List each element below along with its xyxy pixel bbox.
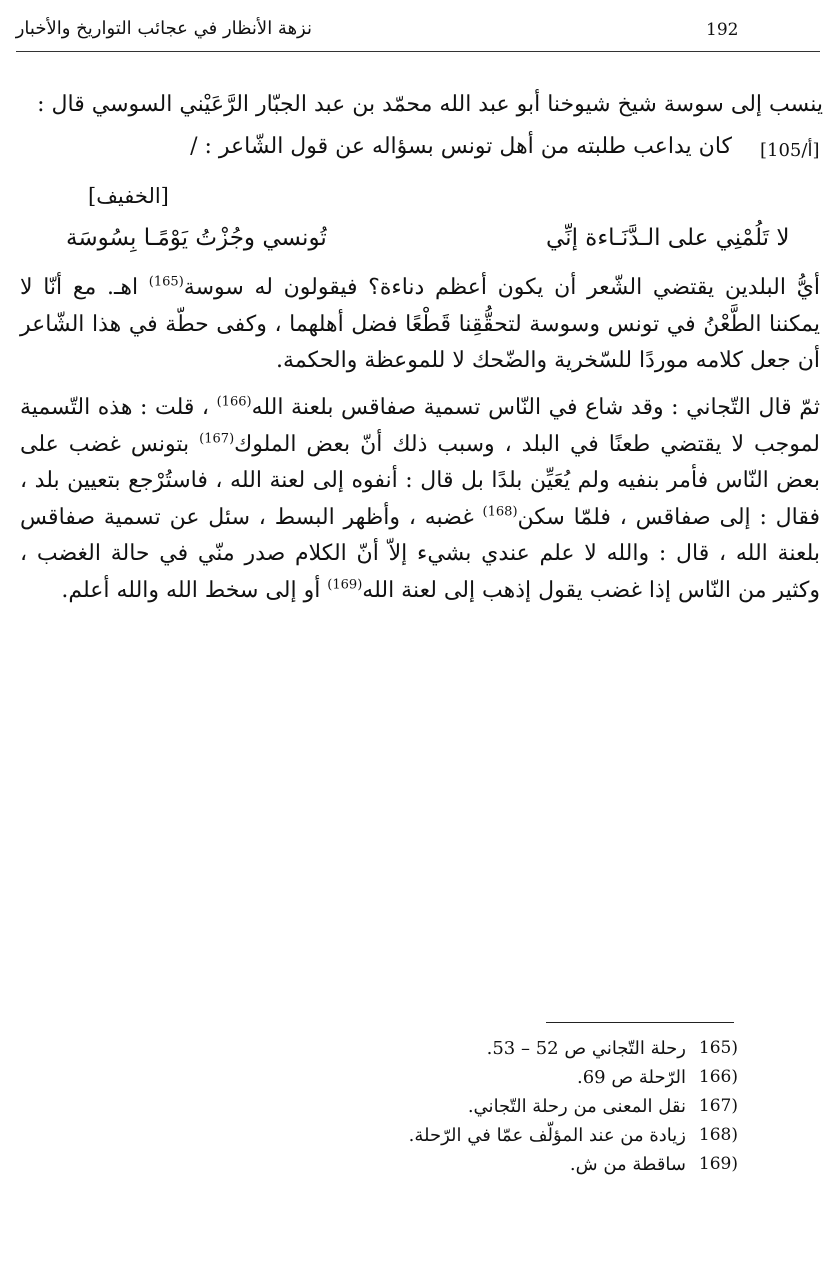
footnotes [300, 1038, 738, 1183]
paragraph-1-text-b: اهـ. مع أنّا لا يمكننا الطَّعْنُ في تونس وسوسة لتحقُّقِنا قَطْعًا فضل أهلهما ، وكفى حطّة في هذا الشّاعر أن جعل كلامه موردًا للسّخرية والضّحك لا للموعظة والحكمة. [20, 275, 820, 373]
header-rule [16, 51, 820, 52]
verse-first-half: لا تَلُمْنِي على الـدَّنَـاءة إنِّي [546, 225, 790, 251]
footnote-number: 166) [698, 1067, 738, 1087]
running-title: نزهة الأنظار في عجائب التواريخ والأخبار [15, 18, 312, 39]
body-line-2: كان يداعب طلبته من أهل تونس بسؤاله عن قول الشّاعر : / [190, 134, 732, 159]
footnote-169 [300, 1154, 738, 1183]
paragraph-2-text-a: ثمّ قال التّجاني : وقد شاع في النّاس تسمية صفاقس بلعنة الله [251, 395, 820, 420]
verse-second-half: تُونسي وجُزْتُ يَوْمًـا بِسُوسَة [66, 225, 327, 251]
folio-marker: [105/أ] [760, 140, 820, 161]
footnote-167 [300, 1096, 738, 1125]
footnote-text: زيادة من عند المؤلّف عمّا في الرّحلة. [408, 1125, 686, 1146]
footnote-number: 165) [698, 1038, 738, 1058]
paragraph-1 [20, 270, 820, 380]
footnote-number: 168) [698, 1125, 738, 1145]
paragraph-1-text-a: أيُّ البلدين يقتضي الشّعر أن يكون أعظم دناءة؟ فيقولون له سوسة [183, 275, 820, 300]
footnote-ref-166: (166) [216, 394, 252, 410]
footnote-ref-169: (169) [327, 577, 363, 593]
footnote-number: 169) [698, 1154, 738, 1174]
footnote-168 [300, 1125, 738, 1154]
page-number: 192 [706, 20, 739, 40]
footnote-165 [300, 1038, 738, 1067]
paragraph-2-text-b: ، قلت : هذه التّسمية لموجب لا يقتضي طعنًا في البلد ، وسبب ذلك أنّ بعض الملوك [20, 395, 820, 457]
footnote-text: ساقطة من ش. [569, 1154, 686, 1175]
footnote-rule [546, 1022, 734, 1023]
footnote-text: الرّحلة ص 69. [577, 1067, 686, 1088]
paragraph-2-text-d: غضبه ، وأظهر البسط ، سئل عن تسمية صفاقس بلعنة الله ، قال : والله لا علم عندي بشيء إلاّ أنّ الكلام صدر منّي في حالة الغضب ، وكثير من النّاس إذا غضب يقول إذهب إلى لعنة الله [20, 504, 820, 603]
paragraph-2-text-e: أو إلى سخط الله والله أعلم. [61, 577, 328, 603]
meter-label: [الخفيف] [88, 184, 169, 208]
footnote-166 [300, 1067, 738, 1096]
footnote-text: رحلة التّجاني ص 52 – 53. [486, 1038, 686, 1059]
paragraph-2-text-c: بتونس غضب على بعض النّاس فأمر بنفيه ولم يُعَيِّن بلدًا بل قال : أنفوه إلى لعنة الله ، فاستُرْجع بتعيين بلد ، فقال : إلى صفاقس ، فلمّا سكن [20, 431, 820, 530]
footnote-ref-165: (165) [148, 274, 184, 290]
footnote-text: نقل المعنى من رحلة التّجاني. [467, 1096, 686, 1117]
paragraph-2 [20, 390, 820, 609]
footnote-ref-168: (168) [482, 504, 518, 520]
body-line-1: ينسب إلى سوسة شيخ شيوخنا أبو عبد الله محمّد بن عبد الجبّار الرَّعَيْني السوسي قال : [37, 92, 823, 117]
footnote-number: 167) [698, 1096, 738, 1116]
footnote-ref-167: (167) [199, 431, 235, 447]
